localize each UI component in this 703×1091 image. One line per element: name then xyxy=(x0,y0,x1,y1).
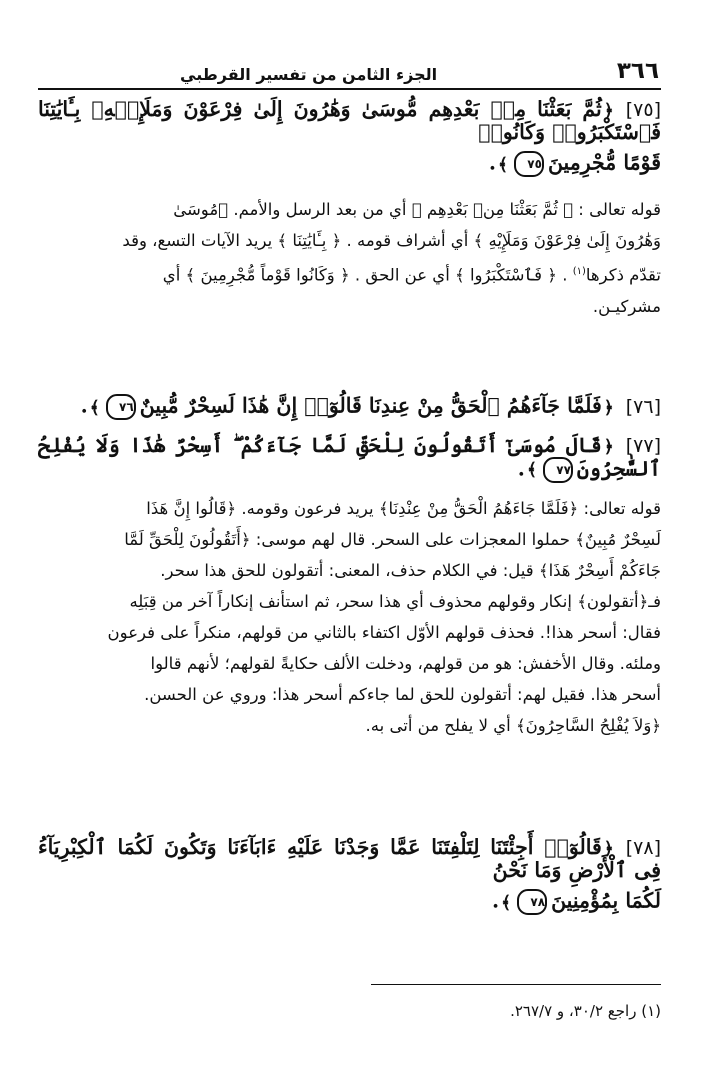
footnote-divider xyxy=(371,984,661,985)
verse-text: ثُمَّ بَعَثْنَا مِنۢ بَعْدِهِم مُّوسَىٰ وَهَٰرُونَ إِلَىٰ فِرْعَوْنَ وَمَلَإِي۟هِۦ بِـَٔايَٰتِنَا فَٱسْتَكْبَرُوا۟ وَكَانُوا۟ xyxy=(38,97,661,144)
quran-open-bracket: ﴿ xyxy=(603,101,614,121)
ayah-end-marker: ٧٨ xyxy=(517,889,547,915)
footnote: (١) راجع ٣٠/٢، و ٢٦٧/٧. xyxy=(510,1002,661,1020)
verse-number: [٧٥] xyxy=(625,99,661,121)
commentary-line: مشركيـن. xyxy=(592,296,661,316)
commentary-line: جَاءَكُمْ أَسِحْرٌ هَذَا﴾ قيل: في الكلام حذف، المعنى: أتقولون للحق هذا سحر. xyxy=(160,561,661,580)
book-page xyxy=(38,52,661,1071)
page-header xyxy=(38,52,661,90)
ayah-end-marker: ٧٧ xyxy=(543,457,573,483)
verse-78-line-1 xyxy=(38,836,661,881)
verse-end-period: . xyxy=(517,456,525,481)
commentary-line: وَهَٰرُونَ إِلَىٰ فِرْعَوْنَ وَمَلَإِيْهِ ﴾ أي أشراف قومه . ﴿ بِـَٔايَٰتِنَا ﴾ يريد الآيات التسع، وقد xyxy=(122,231,661,250)
verse-75-line-2 xyxy=(38,151,661,177)
commentary-line: قوله تعالى : ﴿ ثُمَّ بَعَثْنَا مِنۢ بَعْدِهِم ﴾ أي من بعد الرسل والأمم. ﴿مُوسَىٰ xyxy=(173,200,661,219)
verse-75-line-1 xyxy=(38,98,661,143)
commentary-line: ﴿وَلاَ يُفْلِحُ السَّاحِرُونَ﴾ أي لا يفلح من أتى به. xyxy=(365,716,661,735)
verse-end-period: . xyxy=(491,888,500,913)
verse-number: [٧٦] xyxy=(625,395,661,418)
verse-end-period: . xyxy=(80,393,88,418)
commentary-line: فـ﴿أتقولون﴾ إنكار وقولهم محذوف أي هذا سحر، ثم استأنف إنكاراً آخر من قِبَلِه xyxy=(129,592,661,611)
verse-78-line-2 xyxy=(38,889,661,915)
quran-close-bracket: ﴾ xyxy=(501,892,512,913)
commentary-line: قوله تعالى: ﴿فَلَمَّا جَاءَهُمُ الْحَقُّ مِنْ عِنْدِنَا﴾ يريد فرعون وقومه. ﴿قَالُوا إِنَّ هَذَا xyxy=(146,499,661,518)
verse-text: لَكُمَا بِمُؤْمِنِينَ xyxy=(551,888,661,913)
quran-open-bracket: ﴿ xyxy=(603,397,614,418)
verse-text: فَلَمَّا جَآءَهُمُ ٱلْحَقُّ مِنْ عِندِنَا قَالُوٓا۟ إِنَّ هَٰذَا لَسِحْرٌ مُّبِينٌ xyxy=(139,393,602,418)
verse-77 xyxy=(38,434,661,483)
running-title: الجزء الثامن من تفسير القرطبي xyxy=(180,65,438,84)
commentary-line: أسحر هذا. فقيل لهم: أتقولون للحق لما جاءكم أسحر هذا: وروي عن الحسن. xyxy=(144,685,661,704)
verse-text: قَوْمًا مُّجْرِمِينَ xyxy=(547,150,661,175)
quran-close-bracket: ﴾ xyxy=(497,154,508,175)
quran-open-bracket: ﴿ xyxy=(603,839,614,859)
footnote-reference: (١) xyxy=(572,266,586,277)
commentary-76-77 xyxy=(38,493,661,741)
verse-number: [٧٧] xyxy=(625,435,661,457)
verse-76-line xyxy=(38,394,661,420)
page-number: ٣٦٦ xyxy=(616,58,659,84)
verse-text: قَالُوٓا۟ أَجِئْتَنَا لِتَلْفِتَنَا عَمَّا وَجَدْنَا عَلَيْهِ ءَابَآءَنَا وَتَكُونَ لَكُمَا ٱلْكِبْرِيَآءُ فِى ٱلْأَرْضِ وَمَا نَحْنُ xyxy=(38,835,661,882)
commentary-text: . ﴿ فَٱسْتَكْبَرُوا ﴾ أي عن الحق . ﴿ وَكَانُوا قَوْماً مُّجْرِمِينَ ﴾ أي xyxy=(162,265,573,285)
commentary-75 xyxy=(38,194,661,322)
commentary-line xyxy=(38,256,661,291)
ayah-end-marker: ٧٦ xyxy=(106,394,136,420)
quran-open-bracket: ﴿ xyxy=(603,437,614,457)
commentary-line: فقال: أسحر هذا!. فحذف قولهم الأوّل اكتفاء بالثاني من قولهم، منكراً على فرعون xyxy=(107,623,661,642)
quran-close-bracket: ﴾ xyxy=(89,397,100,418)
verse-75 xyxy=(38,98,661,177)
commentary-text: تقدّم ذكرها xyxy=(585,265,661,285)
commentary-line: لَسِحْرٌ مُبِينٌ﴾ حملوا المعجزات على السحر. قال لهم موسى: ﴿أَتَقُولُونَ لِلْحَقِّ لَمَّا xyxy=(124,530,661,549)
ayah-end-marker: ٧٥ xyxy=(514,151,544,177)
verse-end-period: . xyxy=(488,150,496,175)
quran-close-bracket: ﴾ xyxy=(526,460,537,481)
verse-77-line xyxy=(38,434,661,483)
verse-text: قَالَ مُوسَىٰٓ أَتَقُولُونَ لِلْحَقِّ لَمَّا جَآءَكُمْ ۖ أَسِحْرٌ هَٰذَا وَلَا يُفْلِحُ ٱلسَّٰحِرُونَ xyxy=(38,433,661,481)
verse-78 xyxy=(38,836,661,915)
verse-number: [٧٨] xyxy=(625,837,661,859)
verse-76 xyxy=(38,394,661,420)
commentary-line: وملئه. وقال الأخفش: هو من قولهم، ودخلت الألف حكايةً لقولهم؛ لأنهم قالوا xyxy=(150,654,661,673)
